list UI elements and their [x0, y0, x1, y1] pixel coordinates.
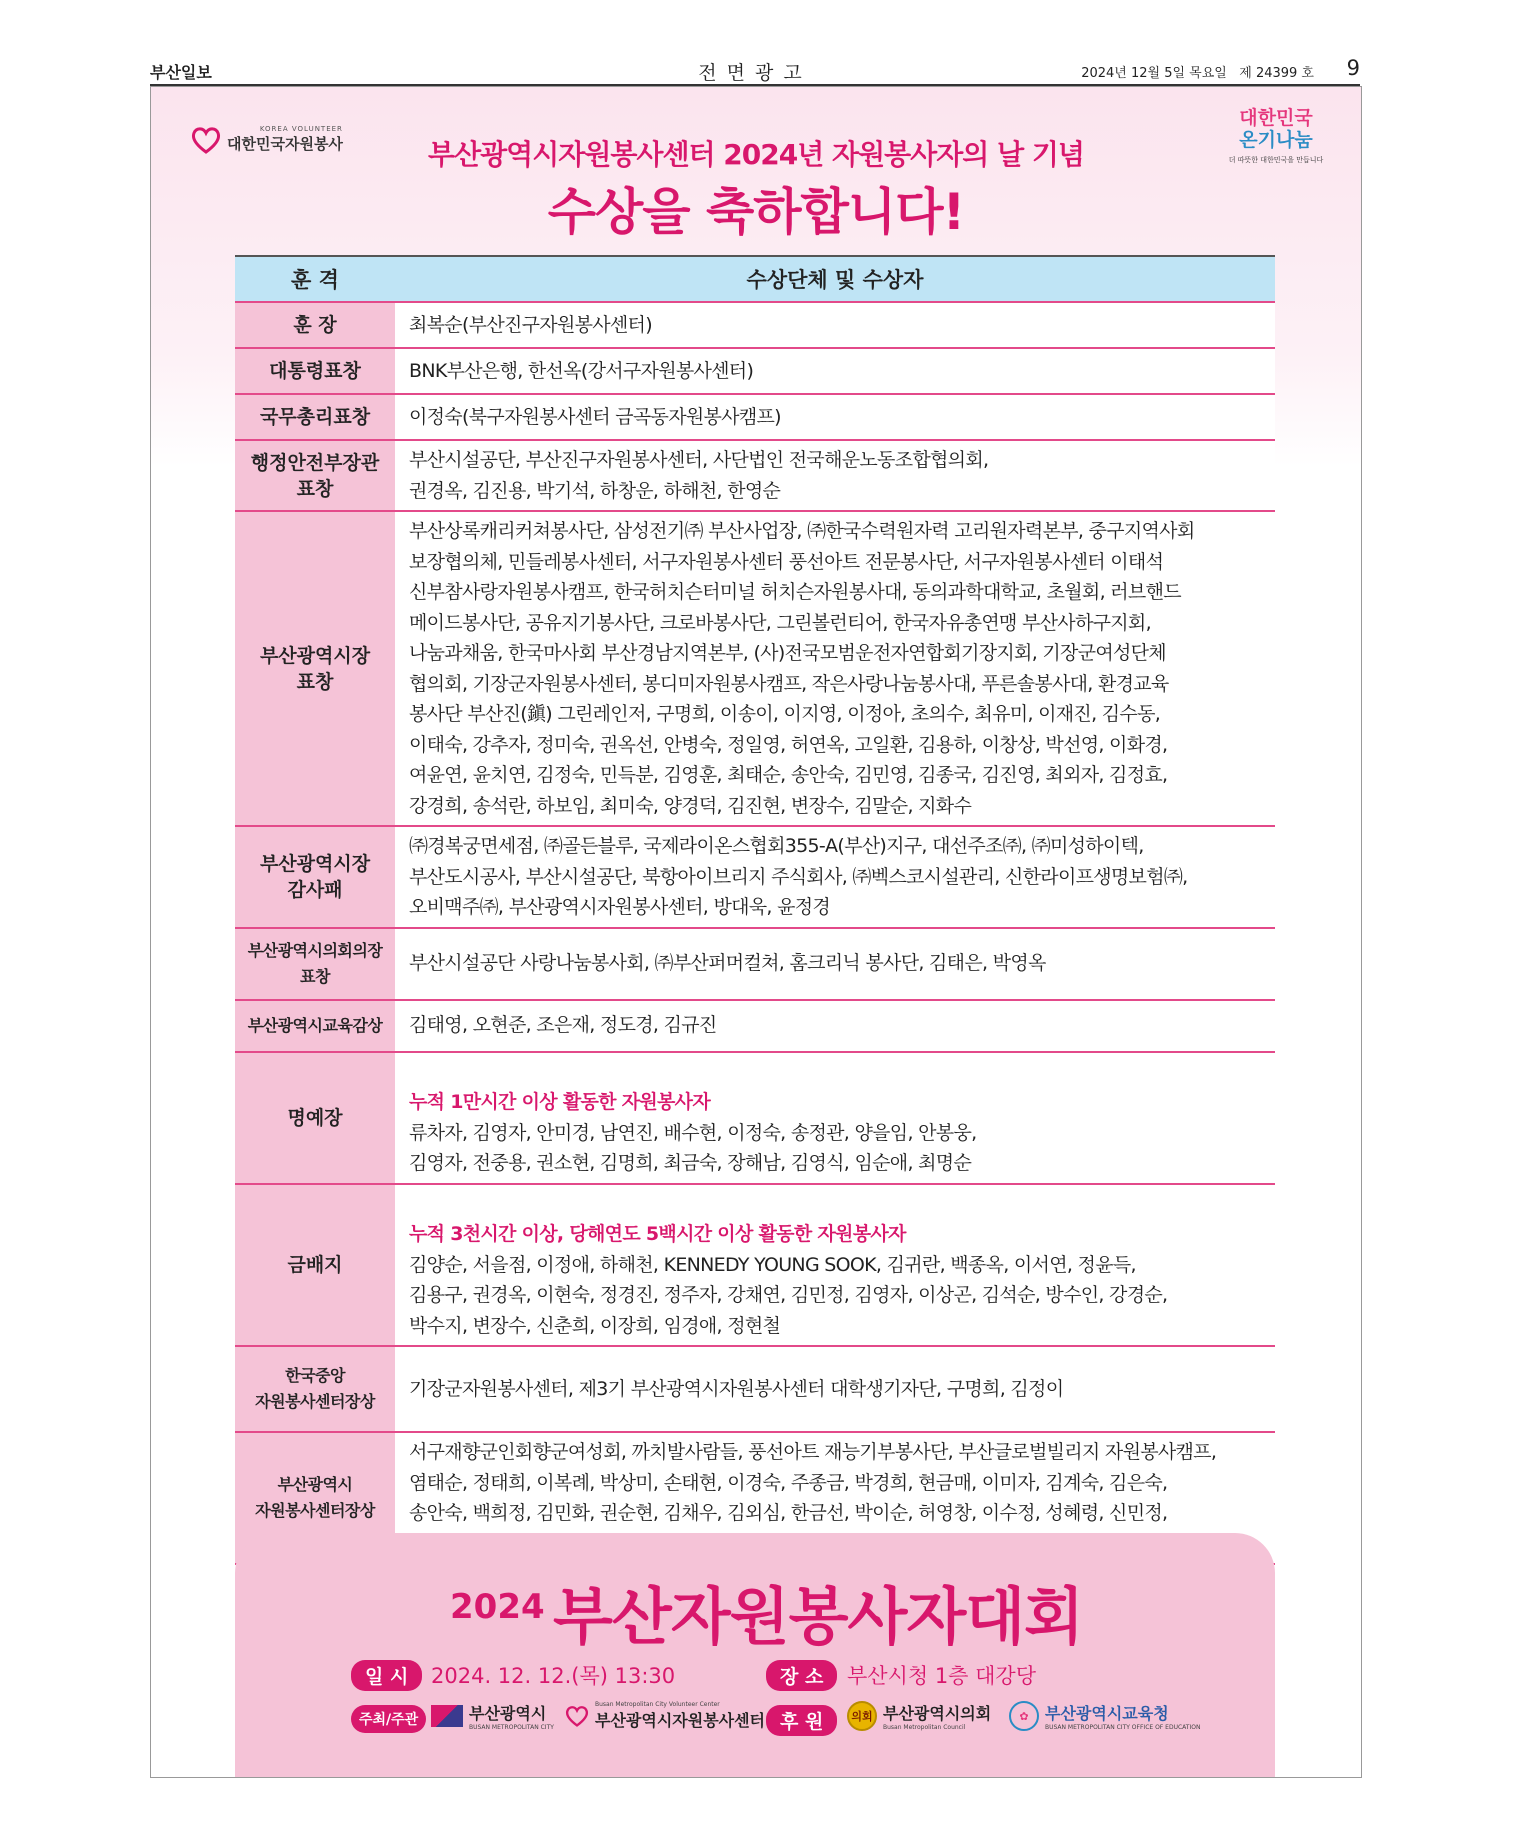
event-place: 부산시청 1층 대강당 — [847, 1664, 1036, 1688]
korea-volunteer-logo: KOREA VOLUNTEER 대한민국자원봉사 — [191, 125, 343, 154]
event-year: 2024 — [450, 1587, 545, 1627]
place-label: 장 소 — [766, 1660, 837, 1691]
award-category: 금배지 — [235, 1184, 395, 1347]
table-row — [235, 1184, 1275, 1347]
award-category: 부산광역시장 감사패 — [235, 826, 395, 928]
event-banner — [235, 1533, 1275, 1777]
award-category: 한국중앙 자원봉사센터장상 — [235, 1346, 395, 1432]
host-label: 주최/주관 — [351, 1705, 426, 1733]
ad-subtitle: 부산광역시자원봉사센터 2024년 자원봉사자의 날 기념 — [428, 138, 1084, 171]
warmth-sharing-logo: 대한민국 온기나눔 더 따뜻한 대한민국을 만듭니다 — [1228, 107, 1324, 164]
award-category: 부산광역시 자원봉사센터장상 — [235, 1432, 395, 1564]
table-row — [235, 1346, 1275, 1432]
award-criteria: 누적 3천시간 이상, 당해연도 5백시간 이상 활동한 자원봉사자 — [409, 1223, 906, 1245]
award-recipients: 김태영, 오현준, 조은재, 정도경, 김규진 — [395, 1000, 1275, 1052]
award-category: 부산광역시장 표창 — [235, 511, 395, 826]
table-row — [235, 1052, 1275, 1184]
award-recipients: 류차자, 김영자, 안미경, 남연진, 배수현, 이정숙, 송정관, 양을임, 안봉웅, 김영자, 전중용, 권소현, 김명희, 최금숙, 장해남, 김영식, 임순애, 최명순 — [409, 1121, 977, 1174]
table-row — [235, 348, 1275, 394]
event-name: 부산자원봉사자대회 — [553, 1580, 1084, 1653]
heart-icon — [565, 1705, 589, 1727]
newspaper-header — [150, 58, 1360, 86]
award-recipients: BNK부산은행, 한선옥(강서구자원봉사센터) — [395, 348, 1275, 394]
award-category: 부산광역시교육감상 — [235, 1000, 395, 1052]
host-volunteer-center: Busan Metropolitan City Volunteer Center 부산광역시자원봉사센터 — [565, 1701, 765, 1731]
award-recipients-cell — [395, 1052, 1275, 1184]
award-recipients: 최복순(부산진구자원봉사센터) — [395, 302, 1275, 348]
council-emblem-icon: 의회 — [847, 1701, 877, 1731]
host-busan-city: 부산광역시 BUSAN METROPOLITAN CITY — [431, 1701, 554, 1731]
award-recipients: ㈜경복궁면세점, ㈜골든블루, 국제라이온스협회355-A(부산)지구, 대선주조㈜, ㈜미성하이텍, 부산도시공사, 부산시설공단, 북항아이브리지 주식회사, ㈜벡스코시설관리, 신한라이프생명보험㈜, 오비맥주㈜, 부산광역시자원봉사센터, 방대욱, 윤정경 — [395, 826, 1275, 928]
page-number: 9 — [1346, 56, 1360, 80]
header-award-type: 훈 격 — [235, 256, 395, 302]
award-recipients: 부산시설공단, 부산진구자원봉사센터, 사단법인 전국해운노동조합협의회, 권경옥, 김진용, 박기석, 하창운, 하해천, 한영순 — [395, 440, 1275, 511]
award-recipients: 부산시설공단 사랑나눔봉사회, ㈜부산퍼머컬쳐, 홈크리닉 봉사단, 김태은, 박영옥 — [395, 928, 1275, 1000]
award-recipients: 기장군자원봉사센터, 제3기 부산광역시자원봉사센터 대학생기자단, 구명희, 김정이 — [395, 1346, 1275, 1432]
table-row — [235, 440, 1275, 511]
event-date: 2024. 12. 12.(목) 13:30 — [431, 1664, 676, 1688]
date-label: 일 시 — [351, 1660, 422, 1691]
award-recipients-cell — [395, 1184, 1275, 1347]
table-row — [235, 1000, 1275, 1052]
award-category: 명예장 — [235, 1052, 395, 1184]
award-category: 행정안전부장관 표창 — [235, 440, 395, 511]
sponsor-city-council: 의회 부산광역시의회 Busan Metropolitan Council — [847, 1701, 991, 1731]
issue-date: 2024년 12월 5일 목요일 제 24399 호 — [1081, 66, 1314, 81]
award-category: 국무총리표창 — [235, 394, 395, 440]
award-category: 훈 장 — [235, 302, 395, 348]
table-row — [235, 826, 1275, 928]
table-row — [235, 302, 1275, 348]
award-recipients: 김양순, 서을점, 이정애, 하해천, KENNEDY YOUNG SOOK, 김귀란, 백종옥, 이서연, 정윤득, 김용구, 권경옥, 이현숙, 정경진, 정주자, 강채연, 김민정, 김영자, 이상곤, 김석순, 방수인, 강경순, 박수지, 변장수, 신춘희, 이장희, 임경애, 정현철 — [409, 1253, 1168, 1337]
award-recipients: 서구재향군인회향군여성회, 까치발사람들, 풍선아트 재능기부봉사단, 부산글로벌빌리지 자원봉사캠프, 염태순, 정태희, 이복례, 박상미, 손태현, 이경숙, 주종금, 박경희, 현금매, 이미자, 김계숙, 김은숙, 송안숙, 백희정, 김민화, 권순현, 김채우, 김외심, 한금선, 박이순, 허영창, 이수정, 성혜령, 신민정, — [395, 1432, 1275, 1564]
full-page-ad — [150, 86, 1362, 1778]
award-recipients: 부산상록캐리커쳐봉사단, 삼성전기㈜ 부산사업장, ㈜한국수력원자력 고리원자력본부, 중구지역사회 보장협의체, 민들레봉사센터, 서구자원봉사센터 풍선아트 전문봉사단, 서구자원봉사센터 이태석 신부참사랑자원봉사캠프, 한국허치슨터미널 허치슨자원봉사대, 동의과학대학교, 초월회, 러브핸드 메이드봉사단, 공유지기봉사단, 크로바봉사단, 그린볼런티어, 한국자유총연맹 부산사하구지회, 나눔과채움, 한국마사회 부산경남지역본부, (사)전국모범운전자연합회기장지회, 기장군여성단체 협의회, 기장군자원봉사센터, 봉디미자원봉사캠프, 작은사랑나눔봉사대, 푸른솔봉사대, 환경교육 봉사단 부산진(鎭) 그린레인저, 구명희, 이송이, 이지영, 이정아, 초의수, 최유미, 이재진, 김수동, 이태숙, 강추자, 정미숙, 권옥선, 안병숙, 정일영, 허연옥, 고일환, 김용하, 이창상, 박선영, 이화경, 여윤연, 윤치연, 김정숙, 민득분, 김영훈, 최태순, 송안숙, 김민영, 김종국, 김진영, 최외자, 김정효, 강경희, 송석란, 하보임, 최미숙, 양경덕, 김진현, 변장수, 김말순, 지화수 — [395, 511, 1275, 826]
ad-title: 수상을 축하합니다! — [547, 183, 965, 241]
busan-city-logo-icon — [431, 1705, 463, 1727]
award-criteria: 누적 1만시간 이상 활동한 자원봉사자 — [409, 1091, 710, 1113]
award-recipients: 이정숙(북구자원봉사센터 금곡동자원봉사캠프) — [395, 394, 1275, 440]
table-header-row — [235, 256, 1275, 302]
table-row — [235, 511, 1275, 826]
award-category: 대통령표창 — [235, 348, 395, 394]
sponsor-education-office: ✿ 부산광역시교육청 BUSAN METROPOLITAN CITY OFFICE OF EDUCATION — [1009, 1701, 1200, 1731]
header-recipients: 수상단체 및 수상자 — [395, 256, 1275, 302]
award-category: 부산광역시의회의장 표창 — [235, 928, 395, 1000]
table-row — [235, 394, 1275, 440]
table-row — [235, 928, 1275, 1000]
section-label: 전면광고 — [698, 62, 812, 84]
newspaper-name: 부산일보 — [150, 63, 212, 82]
education-office-logo-icon: ✿ — [1009, 1701, 1039, 1731]
sponsor-label: 후 원 — [766, 1705, 837, 1736]
awards-table — [235, 255, 1275, 1565]
